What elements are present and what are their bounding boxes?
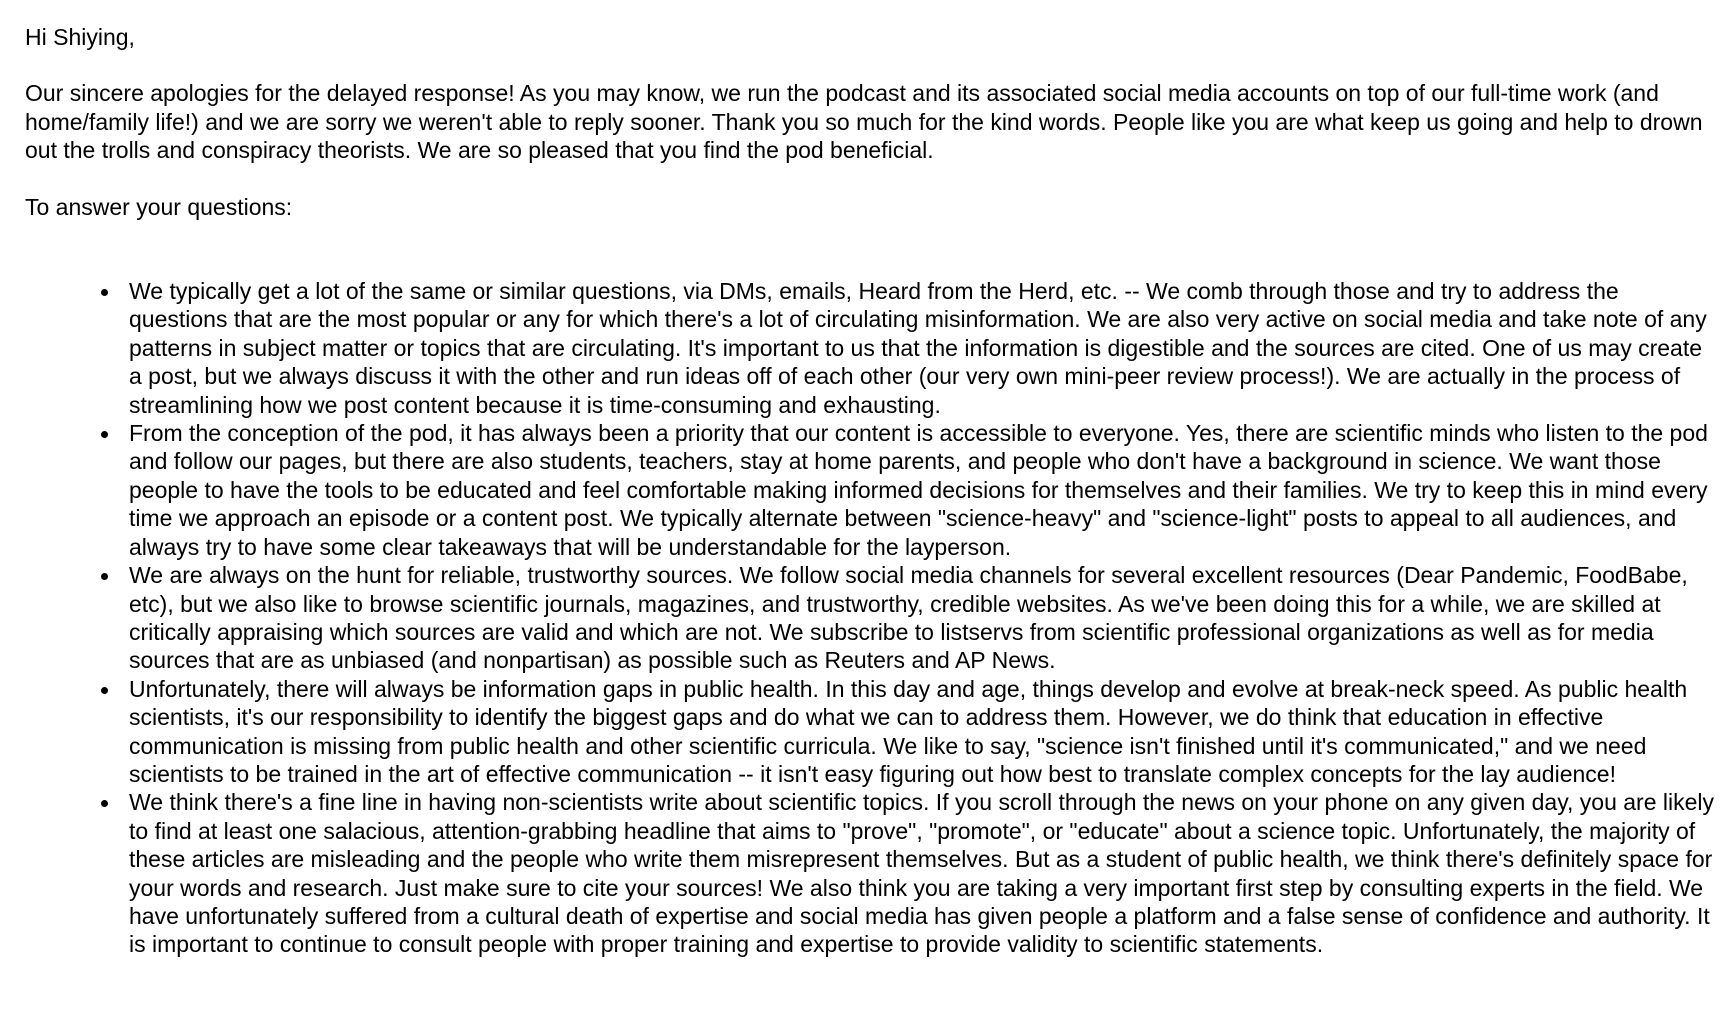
answer-item: We are always on the hunt for reliable, trustworthy sources. We follow social media channels for several excellent resources (Dear Pandemic, FoodBabe, etc), but we also like to browse scientific journals, magazines, and trustworthy, credible websites. As we've been doing this for a while, we are skilled at critically appraising which sources are valid and which are not. We subscribe to listservs from scientific professional organizations as well as for media sources that are as unbiased (and nonpartisan) as possible such as Reuters and AP News. xyxy=(129,561,1715,675)
answer-item: We typically get a lot of the same or similar questions, via DMs, emails, Heard from the Herd, etc. -- We comb through those and try to address the questions that are the most popular or any for which there's a lot of circulating misinformation. We are also very active on social media and take note of any patterns in subject matter or topics that are circulating. It's important to us that the information is digestible and the sources are cited. One of us may create a post, but we always discuss it with the other and run ideas off of each other (our very own mini-peer review process!). We are actually in the process of streamlining how we post content because it is time-consuming and exhausting. xyxy=(129,277,1715,419)
answer-item: We think there's a fine line in having non-scientists write about scientific topics. If you scroll through the news on your phone on any given day, you are likely to find at least one salacious, attention-grabbing headline that aims to "prove", "promote", or "educate" about a science topic. Unfortunately, the majority of these articles are misleading and the people who write them misrepresent themselves. But as a student of public health, we think there's definitely space for your words and research. Just make sure to cite your sources! We also think you are taking a very important first step by consulting experts in the field. We have unfortunately suffered from a cultural death of expertise and social media has given people a platform and a false sense of confidence and authority. It is important to continue to consult people with proper training and expertise to provide validity to scientific statements. xyxy=(129,789,1715,958)
answer-item: Unfortunately, there will always be information gaps in public health. In this day and age, things develop and evolve at break-neck speed. As public health scientists, it's our responsibility to identify the biggest gaps and do what we can to address them. However, we do think that education in effective communication is missing from public health and other scientific curricula. We like to say, "science isn't finished until it's communicated," and we need scientists to be trained in the art of effective communication -- it isn't easy figuring out how best to translate complex concepts for the lay audience! xyxy=(129,675,1715,789)
email-body xyxy=(25,23,1715,959)
intro-paragraph: Our sincere apologies for the delayed response! As you may know, we run the podcast and its associated social media accounts on top of our full-time work (and home/family life!) and we are sorry we weren't able to reply sooner. Thank you so much for the kind words. People like you are what keep us going and help to drown out the trolls and conspiracy theorists. We are so pleased that you find the pod beneficial. xyxy=(25,80,1703,164)
answers-lead: To answer your questions: xyxy=(25,193,293,220)
answer-item: From the conception of the pod, it has always been a priority that our content is accessible to everyone. Yes, there are scientific minds who listen to the pod and follow our pages, but there are also students, teachers, stay at home parents, and people who don't have a background in science. We want those people to have the tools to be educated and feel comfortable making informed decisions for themselves and their families. We try to keep this in mind every time we approach an episode or a content post. We typically alternate between "science-heavy" and "science-light" posts to appeal to all audiences, and always try to have some clear takeaways that will be understandable for the layperson. xyxy=(129,419,1715,561)
answers-list xyxy=(25,277,1715,959)
greeting: Hi Shiying, xyxy=(25,24,135,50)
